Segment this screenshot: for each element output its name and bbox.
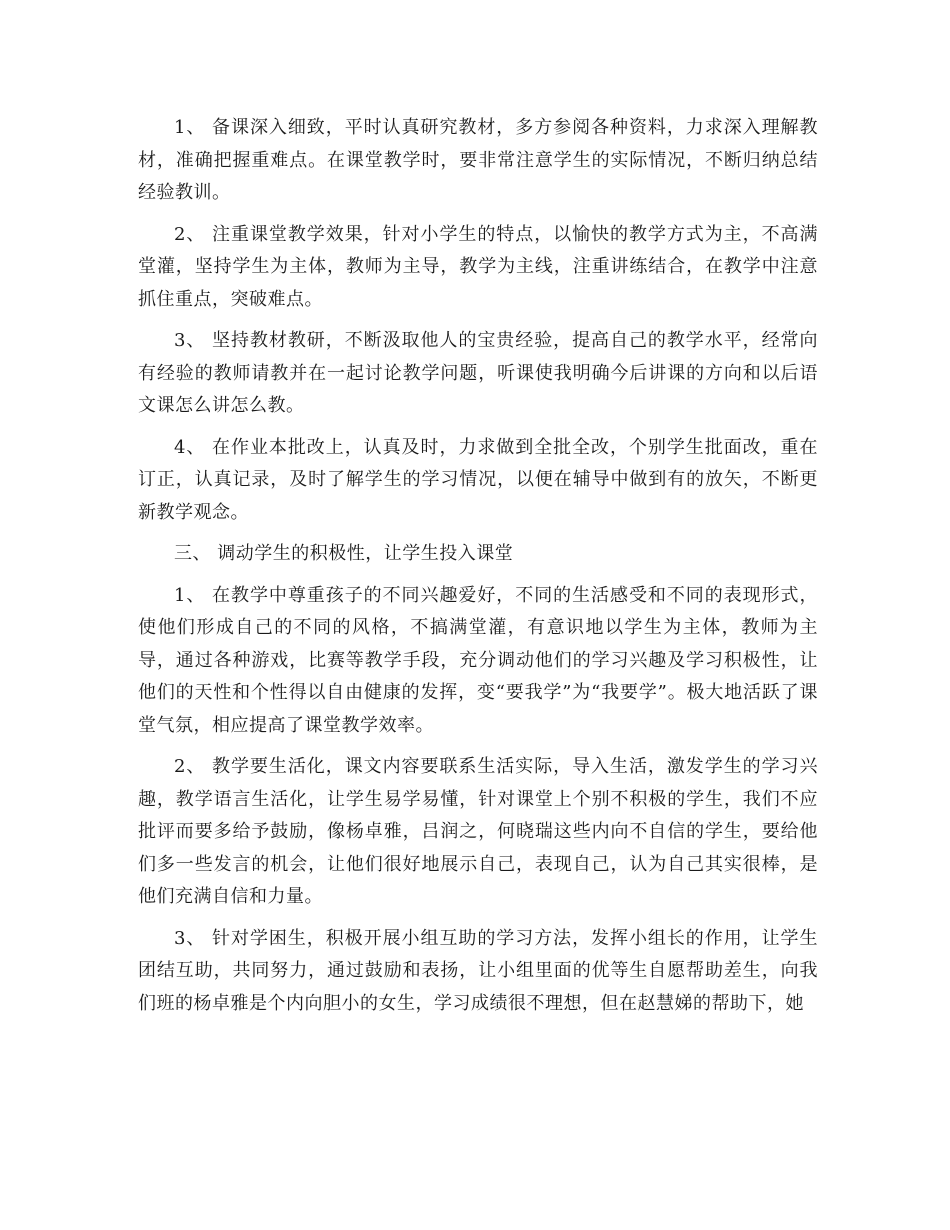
paragraph-number: 3、 [174, 330, 206, 351]
paragraph-7 [138, 923, 818, 1021]
paragraph-number: 2、 [174, 223, 206, 245]
section-title: 调动学生的积极性，让学生投入课堂 [217, 543, 514, 564]
paragraph-5 [138, 580, 818, 743]
paragraph-4 [138, 432, 818, 530]
paragraph-number: 4、 [174, 436, 206, 458]
paragraph-text: 在教学中尊重孩子的不同兴趣爱好，不同的生活感受和不同的表现形式，使他们形成自己的不同的风格，不搞满堂灌，有意识地以学生为主体，教师为主导，通过各种游戏，比赛等教学手段，充分调动他们的学习兴趣及学习积极性，让他们的天性和个性得以自由健康的发挥，变“要我学”为“我要学”。极大地活跃了课堂气氛，相应提高了课堂教学效率。 [138, 584, 819, 736]
paragraph-text: 针对学困生，积极开展小组互助的学习方法，发挥小组长的作用，让学生团结互助，共同努力，通过鼓励和表扬，让小组里面的优等生自愿帮助差生，向我们班的杨卓雅是个内向胆小的女生，学习成绩很不理想，但在赵慧娣的帮助下，她 [138, 927, 819, 1014]
paragraph-number: 1、 [174, 584, 206, 606]
paragraph-1 [138, 112, 818, 210]
section-number: 三、 [174, 543, 211, 564]
paragraph-text: 备课深入细致，平时认真研究教材，多方参阅各种资料，力求深入理解教材，准确把握重难点。在课堂教学时，要非常注意学生的实际情况，不断归纳总结经验教训。 [138, 117, 819, 203]
section-heading-3 [138, 538, 818, 571]
paragraph-text: 教学要生活化，课文内容要联系生活实际，导入生活，激发学生的学习兴趣，教学语言生活化，让学生易学易懂，针对课堂上个别不积极的学生，我们不应批评而要多给予鼓励，像杨卓雅，吕润之，何晓瑞这些内向不自信的学生，要给他们多一些发言的机会，让他们很好地展示自己，表现自己，认为自己其实很棒，是他们充满自信和力量。 [138, 756, 819, 907]
paragraph-6 [138, 751, 818, 914]
paragraph-text: 坚持教材教研，不断汲取他人的宝贵经验，提高自己的教学水平，经常向有经验的教师请教并在一起讨论教学问题，听课使我明确今后讲课的方向和以后语文课怎么讲怎么教。 [138, 330, 819, 416]
paragraph-number: 3、 [174, 927, 206, 949]
document-page [138, 112, 818, 1029]
paragraph-number: 2、 [174, 756, 206, 777]
paragraph-2 [138, 219, 818, 317]
paragraph-3 [138, 325, 818, 423]
paragraph-number: 1、 [174, 117, 206, 138]
paragraph-text: 在作业本批改上，认真及时，力求做到全批全改，个别学生批面改，重在订正，认真记录，及时了解学生的学习情况，以便在辅导中做到有的放矢，不断更新教学观念。 [138, 436, 819, 523]
paragraph-text: 注重课堂教学效果，针对小学生的特点，以愉快的教学方式为主，不高满堂灌，坚持学生为主体，教师为主导，教学为主线，注重讲练结合，在教学中注意抓住重点，突破难点。 [138, 223, 819, 310]
